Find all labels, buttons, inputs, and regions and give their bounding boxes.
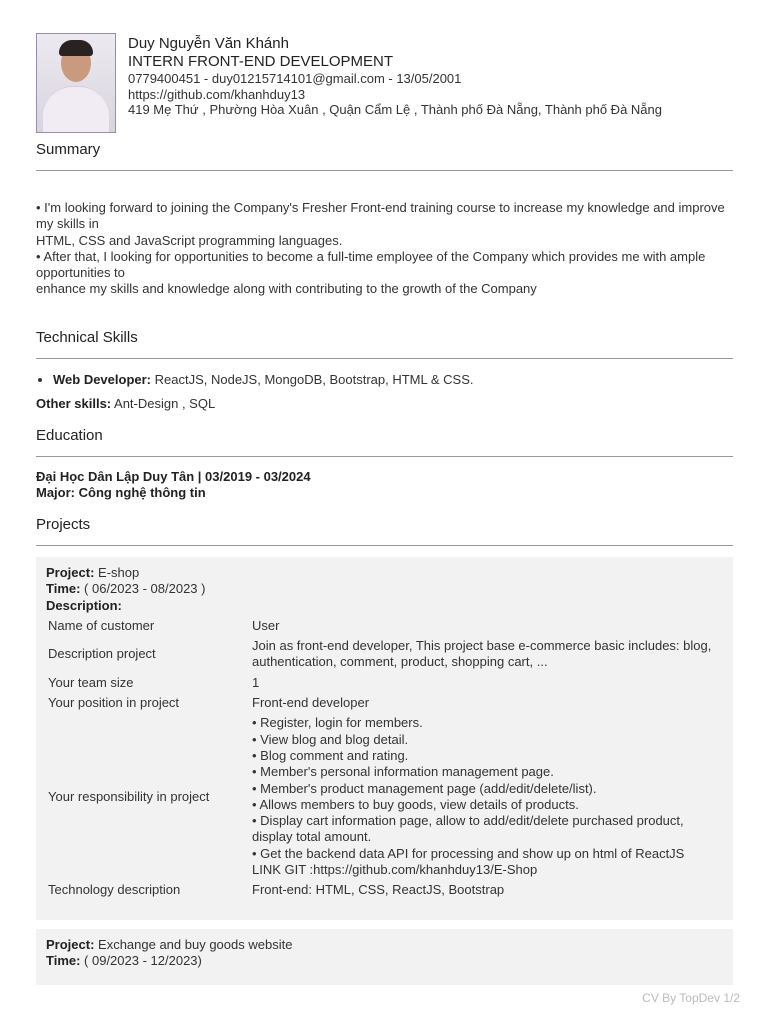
table-row: Your responsibility in project • Register, login for members. • View blog and blog detail. • Blog comment and rating. • Member's personal information management page. • Member's product management page (add/edit/delete/list). • Allows members to buy goods, view details of products. • Display cart information page, allow to add/edit/delete purchased product, display total amount. • Get the backend data API for processing and show up on html of ReactJS LINK GIT :https://github.com/khanhduy13/E-Shop: [46, 713, 723, 880]
projects-title: Projects: [36, 516, 91, 533]
summary-divider: [36, 170, 733, 171]
footer-credit: CV By TopDev 1/2: [642, 991, 740, 1005]
responsibility-item: • Allows members to buy goods, view details of products.: [252, 796, 579, 812]
responsibility-item: • Register, login for members.: [252, 715, 423, 731]
school-line: Đại Học Dân Lập Duy Tân | 03/2019 - 03/2024: [36, 469, 311, 484]
skills-divider: [36, 358, 733, 359]
contact-line: 0779400451 - duy01215714101@gmail.com - 13/05/2001: [128, 71, 462, 86]
project-name: E-shop: [94, 565, 140, 580]
project-card: Project: E-shop Time: ( 06/2023 - 08/2023 ) Description: Name of customer User Description project Join as front-end developer, This project base e-commerce basic includes: blog, authentication, comment, product, shopping cart, ... Your team size 1 Your position in project Front-end developer Your responsibility in project • Register, login for members. • View blog and blog detail. • Blog comment and rating. • Member's personal information management page. • Member's product management page (add/edit/delete/list). • Allows members to buy goods, view details of products. • Display cart information page, allow to add/edit/delete purchased product, display total amount. • Get the backend data API for processing and show up on html of ReactJS LINK GIT :https://github.com/khanhduy13/E-Shop Technology description Front-end: HTML, CSS, ReactJS, Bootstrap: [36, 557, 733, 920]
address-line: 419 Mẹ Thứ , Phường Hòa Xuân , Quận Cẩm Lệ , Thành phố Đà Nẵng, Thành phố Đà Nẵng: [128, 102, 662, 117]
project-card: Project: Exchange and buy goods website Time: ( 09/2023 - 12/2023): [36, 929, 733, 985]
responsibility-item: • Member's personal information management page.: [252, 764, 554, 780]
description-label: Description:: [46, 597, 122, 613]
responsibility-item: • View blog and blog detail.: [252, 731, 409, 747]
responsibility-item: • Blog comment and rating.: [252, 747, 409, 763]
table-row: Description project Join as front-end developer, This project base e-commerce basic includes: blog, authentication, comment, product, shopping cart, ...: [48, 638, 712, 670]
candidate-name: Duy Nguyễn Văn Khánh: [128, 35, 289, 52]
summary-line: • I'm looking forward to joining the Company's Fresher Front-end training course to increase my knowledge and improve my skills in: [36, 200, 725, 232]
summary-title: Summary: [36, 141, 101, 158]
projects-divider: [36, 545, 733, 546]
job-title: INTERN FRONT-END DEVELOPMENT: [128, 53, 394, 70]
responsibility-item: • Member's product management page (add/edit/delete/list).: [252, 780, 597, 796]
project-detail-table: [46, 616, 723, 901]
education-block: [36, 469, 733, 502]
github-link[interactable]: https://github.com/khanhduy13: [128, 86, 306, 102]
table-row: Your team size 1: [48, 674, 260, 690]
major-line: Major: Công nghệ thông tin: [36, 485, 206, 501]
skill-item-web: • Web Developer: ReactJS, NodeJS, MongoDB, Bootstrap, HTML & CSS.: [53, 372, 474, 387]
education-divider: [36, 456, 733, 457]
contact-info: [128, 35, 662, 118]
skills-title: Technical Skills: [36, 329, 138, 346]
cv-header: [36, 33, 733, 133]
summary-line: HTML, CSS and JavaScript programming languages.: [36, 232, 343, 248]
responsibility-item: • Get the backend data API for processing and show up on html of ReactJS: [252, 845, 685, 861]
other-skills: Other skills: Ant-Design , SQL: [36, 396, 216, 411]
git-link[interactable]: LINK GIT :https://github.com/khanhduy13/E-Shop: [252, 862, 538, 878]
table-row: Your position in project Front-end developer: [48, 695, 370, 711]
project-name: Exchange and buy goods website: [94, 937, 293, 952]
responsibility-item: • Display cart information page, allow to add/edit/delete purchased product, display total amount.: [252, 813, 684, 845]
summary-line: enhance my skills and knowledge along with contributing to the growth of the Company: [36, 281, 537, 297]
project-time: ( 06/2023 - 08/2023 ): [80, 581, 206, 597]
profile-photo: [36, 33, 116, 133]
table-row: Name of customer User: [48, 617, 280, 633]
summary-text: [36, 200, 733, 298]
project-time: ( 09/2023 - 12/2023): [80, 953, 202, 969]
summary-line: • After that, I looking for opportunities to become a full-time employee of the Company which provides me with ample opportunities to: [36, 248, 706, 281]
table-row: Technology description Front-end: HTML, CSS, ReactJS, Bootstrap: [48, 882, 505, 898]
education-title: Education: [36, 427, 103, 444]
skills-list: [36, 372, 474, 387]
